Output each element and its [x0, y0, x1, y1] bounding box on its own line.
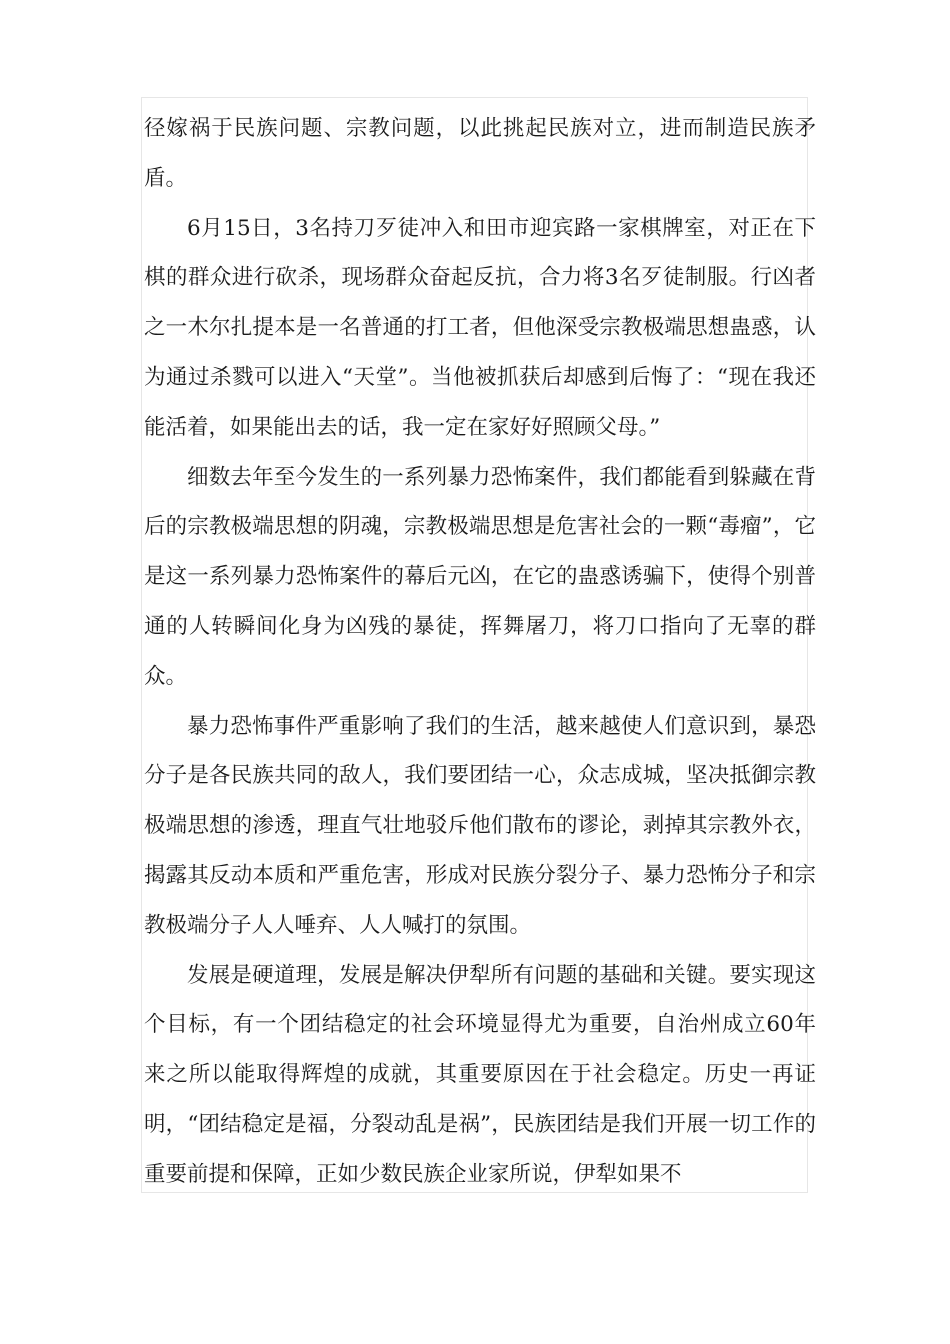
paragraph-3: 细数去年至今发生的一系列暴力恐怖案件，我们都能看到躲藏在背后的宗教极端思想的阴魂，宗教极端思想是危害社会的一颗“毒瘤”，它是这一系列暴力恐怖案件的幕后元凶，在它的蛊惑诱骗下，使得个别普通的人转瞬间化身为凶残的暴徒，挥舞屠刀，将刀口指向了无辜的群众。: [144, 464, 816, 689]
document-body: [144, 104, 816, 1200]
paragraph-2: 6月15日，3名持刀歹徒冲入和田市迎宾路一家棋牌室，对正在下棋的群众进行砍杀，现场群众奋起反抗，合力将3名歹徒制服。行凶者之一木尔扎提本是一名普通的打工者，但他深受宗教极端思想蛊惑，认为通过杀戮可以进入“天堂”。当他被抓获后却感到后悔了：“现在我还能活着，如果能出去的话，我一定在家好好照顾父母。”: [144, 215, 816, 440]
paragraph-4: 暴力恐怖事件严重影响了我们的生活，越来越使人们意识到，暴恐分子是各民族共同的敌人，我们要团结一心，众志成城，坚决抵御宗教极端思想的渗透，理直气壮地驳斥他们散布的谬论，剥掉其宗教外衣，揭露其反动本质和严重危害，形成对民族分裂分子、暴力恐怖分子和宗教极端分子人人唾弃、人人喊打的氛围。: [144, 713, 816, 938]
paragraph-5: 发展是硬道理，发展是解决伊犁所有问题的基础和关键。要实现这个目标，有一个团结稳定的社会环境显得尤为重要，自治州成立60年来之所以能取得辉煌的成就，其重要原因在于社会稳定。历史一再证明，“团结稳定是福，分裂动乱是祸”，民族团结是我们开展一切工作的重要前提和保障，正如少数民族企业家所说，伊犁如果不: [144, 962, 816, 1187]
paragraph-1: 径嫁祸于民族问题、宗教问题，以此挑起民族对立，进而制造民族矛盾。: [144, 116, 816, 191]
